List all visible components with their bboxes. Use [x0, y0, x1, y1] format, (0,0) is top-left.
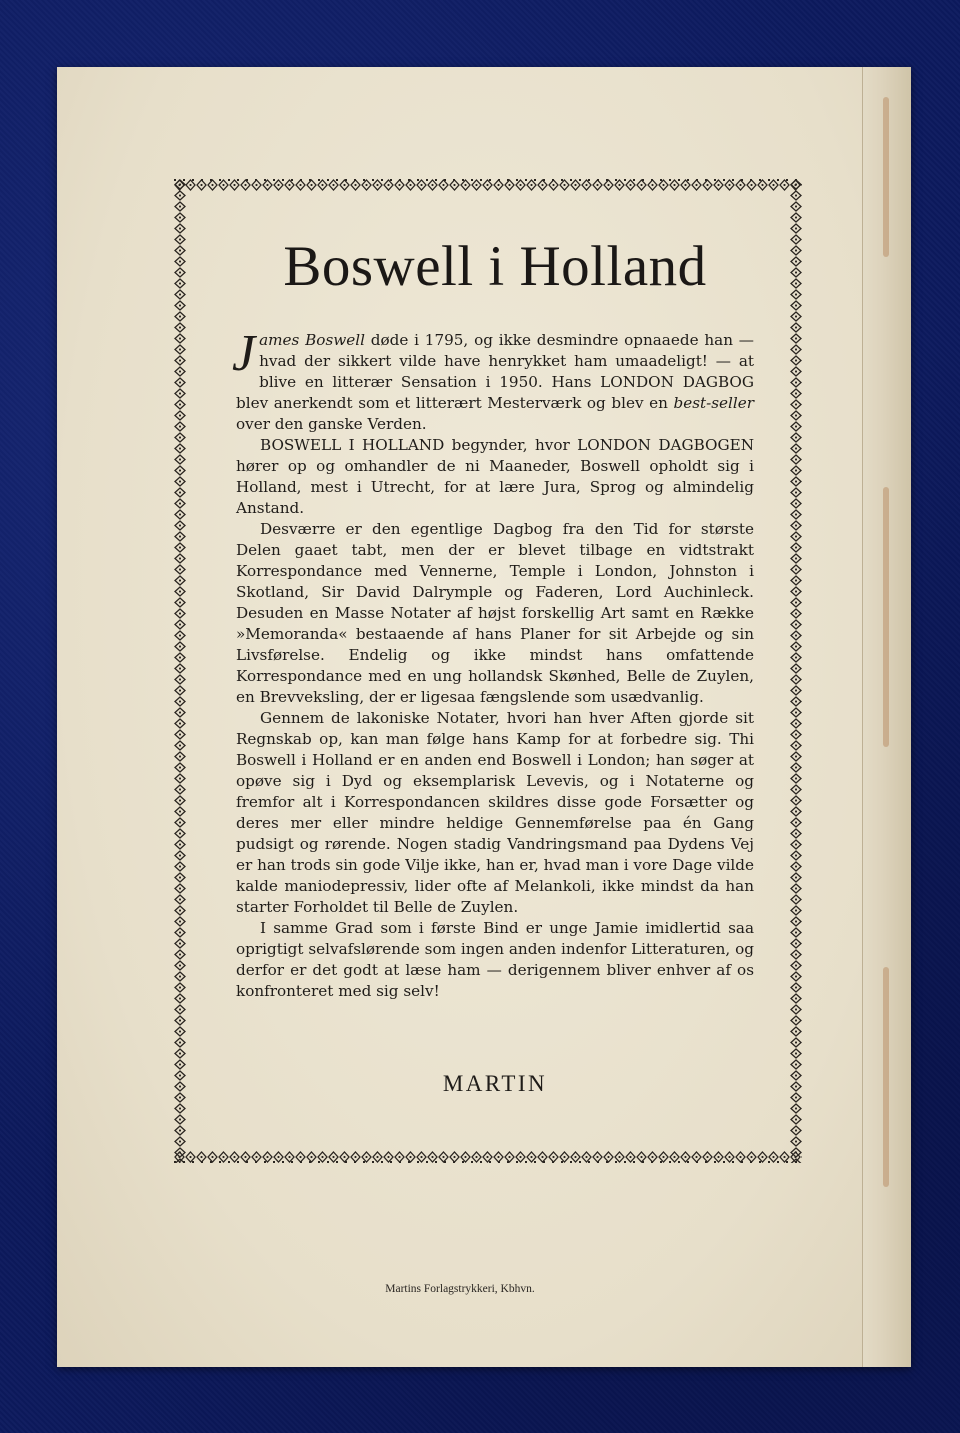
blurb-paragraph: Desværre er den egentlige Dagbog fra den Tid for største Delen gaaet tabt, men der er blevet tilbage en vidtstrakt Korrespondance med Vennerne, Temple i London, Johnston i Skotland, Sir David Dalrymple og Faderen, Lord Auchinleck. Desuden en Masse Notater af højst forskellig Art samt en Række »Memoranda« bestaaende af hans Planer for sit Arbejde og sin Livsførelse. Endelig og ikke mindst hans omfattende Korrespondance med en ung hollandsk Skønhed, Belle de Zuylen, en Brevveksling, der er ligesaa fængslende som usædvanlig.	[236, 520, 754, 706]
best-seller-term: best-seller	[673, 394, 754, 412]
foxing-stain	[883, 487, 889, 747]
foxing-stain	[883, 967, 889, 1187]
publisher-signature: MARTIN	[442, 1071, 548, 1096]
printer-imprint: Martins Forlagstrykkeri, Kbhvn.	[385, 1283, 535, 1295]
drop-cap: J	[232, 325, 256, 382]
frame-border-right	[790, 179, 802, 1163]
frame-content	[232, 179, 754, 1163]
book-back-cover	[57, 67, 911, 1367]
blurb-paragraph: BOSWELL I HOLLAND begynder, hvor LONDON DAGBOGEN hører op og omhandler de ni Maaneder, Boswell opholdt sig i Holland, mest i Utrecht, for at lære Jura, Sprog og almindelig Anstand.	[236, 436, 754, 517]
frame-border-left	[174, 179, 186, 1163]
cover-flap-edge	[862, 67, 911, 1367]
blurb-paragraph: Gennem de lakoniske Notater, hvori han hver Aften gjorde sit Regnskab op, kan man følge hans Kamp for at forbedre sig. Thi Boswell i Holland er en anden end Boswell i London; han søger at opøve sig i Dyd og eksemplarisk Levevis, og i Notaterne og fremfor alt i Korrespondancen skildres disse gode Forsætter og deres mer eller mindre heldige Gennemførelse paa én Gang pudsigt og rørende. Nogen stadig Vandringsmand paa Dydens Vej er han trods sin gode Vilje ikke, han er, hvad man i vore Dage vilde kalde maniodepressiv, lider ofte af Melankoli, ikke mindst da han starter Forholdet til Belle de Zuylen.	[236, 709, 754, 916]
author-name: ames Boswell	[259, 331, 365, 349]
blurb-paragraph: I samme Grad som i første Bind er unge Jamie imidlertid saa oprigtigt selvafslørende som ingen anden indenfor Litteraturen, og derfor er det godt at læse ham — derigennem bliver enhver af os konfronteret med sig selv!	[236, 919, 754, 1000]
blurb-paragraph: James Boswell døde i 1795, og ikke desmindre opnaaede han — hvad der sikkert vilde have henrykket ham umaadeligt! — at blive en litterær Sensation i 1950. Hans LONDON DAGBOG blev anerkendt som et litterært Mesterværk og blev en best-seller over den ganske Verden.	[232, 325, 754, 433]
book-title: Boswell i Holland	[283, 235, 707, 298]
blurb-text	[232, 325, 754, 1002]
foxing-stain	[883, 97, 889, 257]
ornamental-frame	[174, 179, 802, 1163]
